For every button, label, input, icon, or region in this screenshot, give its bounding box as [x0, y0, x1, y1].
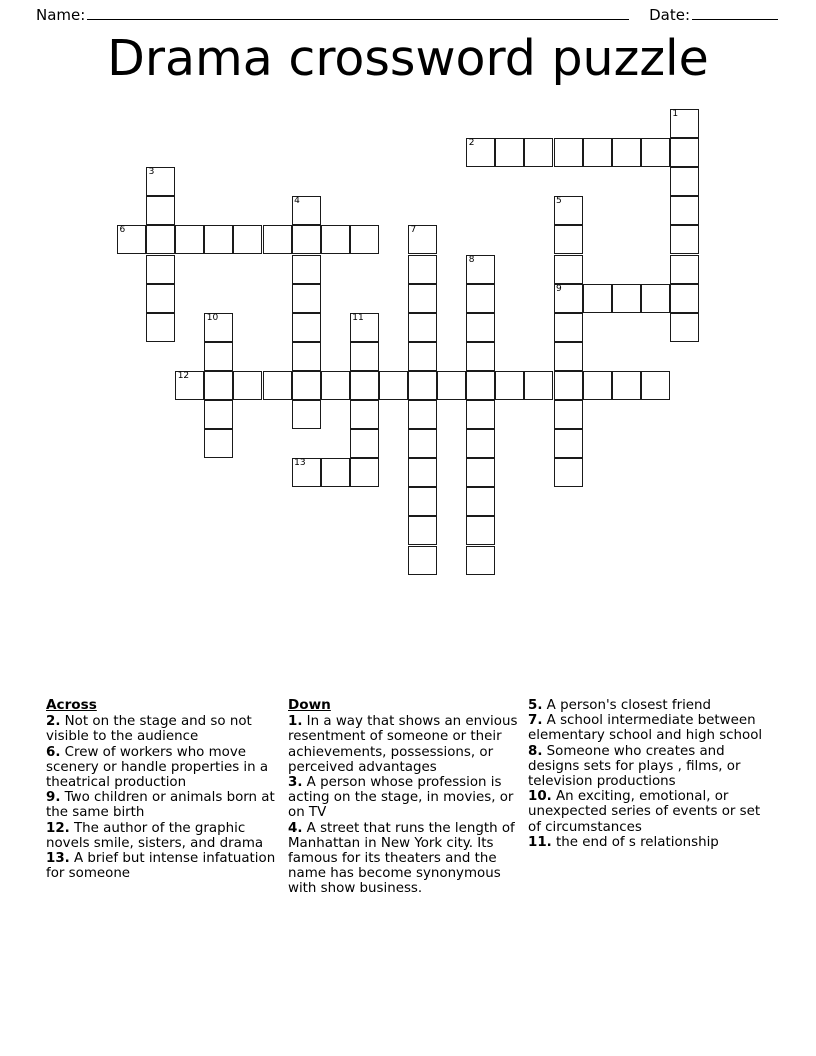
crossword-cell[interactable]: [408, 458, 437, 487]
clue-down-10: [528, 789, 776, 835]
crossword-cell[interactable]: [408, 400, 437, 429]
cell-number-7: 7: [410, 225, 417, 236]
crossword-cell[interactable]: [408, 516, 437, 545]
crossword-cell[interactable]: [524, 138, 553, 167]
crossword-cell[interactable]: [350, 313, 379, 342]
crossword-cell[interactable]: [204, 342, 233, 371]
clue-text: A person's closest friend: [542, 698, 712, 713]
crossword-cell[interactable]: [408, 342, 437, 371]
clue-text: the end of s relationship: [551, 834, 719, 850]
clue-across-9: [46, 790, 280, 820]
crossword-cell[interactable]: [554, 429, 583, 458]
crossword-cell[interactable]: [204, 371, 233, 400]
crossword-cell[interactable]: [670, 109, 699, 138]
crossword-cell[interactable]: [670, 196, 699, 225]
clue-down-5: [528, 698, 776, 713]
crossword-cell[interactable]: [641, 138, 670, 167]
clue-number: 3.: [288, 775, 303, 791]
crossword-cell[interactable]: [292, 284, 321, 313]
down-clue-list-2: [528, 698, 776, 850]
date-write-line[interactable]: [692, 6, 778, 20]
clue-down-4: [288, 821, 520, 897]
crossword-cell[interactable]: [292, 458, 321, 487]
clue-text: Crew of workers who move scenery or handle properties in a theatrical production: [46, 744, 269, 791]
crossword-cell[interactable]: [292, 342, 321, 371]
crossword-cell[interactable]: [408, 371, 437, 400]
crossword-cell[interactable]: [466, 342, 495, 371]
name-write-line[interactable]: [87, 6, 629, 20]
clue-number: 8.: [528, 743, 543, 759]
crossword-cell[interactable]: [146, 167, 175, 196]
crossword-cell[interactable]: [263, 371, 292, 400]
clue-across-13: [46, 851, 280, 881]
crossword-cell[interactable]: [321, 371, 350, 400]
clue-down-1: [288, 714, 520, 775]
clue-down-8: [528, 744, 776, 790]
crossword-cell[interactable]: [670, 167, 699, 196]
crossword-cell[interactable]: [466, 546, 495, 575]
date-label: Date:: [649, 6, 690, 24]
crossword-cell[interactable]: [204, 225, 233, 254]
clue-number: 10.: [528, 789, 552, 805]
crossword-cell[interactable]: [612, 284, 641, 313]
crossword-cell[interactable]: [612, 371, 641, 400]
crossword-cell[interactable]: [350, 400, 379, 429]
crossword-cell[interactable]: [204, 429, 233, 458]
crossword-cell[interactable]: [554, 342, 583, 371]
crossword-cell[interactable]: [292, 255, 321, 284]
clues-down-column-2: [528, 698, 776, 897]
crossword-cell[interactable]: [146, 313, 175, 342]
crossword-cell[interactable]: [466, 371, 495, 400]
crossword-cell[interactable]: [204, 313, 233, 342]
crossword-cell[interactable]: [495, 138, 524, 167]
clues-down-column-1: [288, 698, 528, 897]
cell-number-1: 1: [672, 109, 679, 119]
crossword-cell[interactable]: [554, 400, 583, 429]
crossword-cell[interactable]: [554, 196, 583, 225]
clue-down-3: [288, 775, 520, 821]
crossword-cell[interactable]: [146, 225, 175, 254]
down-heading: Down: [288, 697, 331, 713]
clue-text: An exciting, emotional, or unexpected series of events or set of circumstances: [528, 789, 761, 835]
clue-number: 13.: [46, 851, 70, 867]
crossword-cell[interactable]: [175, 371, 204, 400]
crossword-cell[interactable]: [292, 371, 321, 400]
crossword-cell[interactable]: [321, 458, 350, 487]
clue-text: A person whose profession is acting on the stage, in movies, or on TV: [288, 775, 514, 821]
crossword-cell[interactable]: [554, 371, 583, 400]
crossword-cell[interactable]: [146, 255, 175, 284]
cell-number-11: 11: [352, 312, 364, 323]
crossword-cell[interactable]: [146, 284, 175, 313]
crossword-cell[interactable]: [233, 371, 262, 400]
crossword-cell[interactable]: [554, 225, 583, 254]
crossword-cell[interactable]: [408, 487, 437, 516]
clue-number: 12.: [46, 820, 70, 836]
crossword-cell[interactable]: [379, 371, 408, 400]
crossword-cell[interactable]: [146, 196, 175, 225]
clue-text: Two children or animals born at the same birth: [46, 790, 275, 821]
crossword-cell[interactable]: [292, 400, 321, 429]
crossword-cell[interactable]: [641, 371, 670, 400]
crossword-cell[interactable]: [408, 255, 437, 284]
crossword-cell[interactable]: [466, 429, 495, 458]
cell-number-12: 12: [177, 370, 190, 381]
crossword-cell[interactable]: [670, 284, 699, 313]
crossword-cell[interactable]: [612, 138, 641, 167]
crossword-cell[interactable]: [466, 516, 495, 545]
cell-number-10: 10: [206, 312, 219, 323]
name-date-row: [0, 0, 816, 24]
cell-number-6: 6: [119, 225, 126, 236]
cell-number-4: 4: [294, 196, 300, 207]
name-label: Name:: [36, 6, 86, 24]
crossword-cell[interactable]: [437, 371, 466, 400]
crossword-cell[interactable]: [292, 313, 321, 342]
down-clue-list-1: [288, 714, 520, 896]
crossword-cell[interactable]: [350, 225, 379, 254]
clue-text: A school intermediate between elementary school and high school: [528, 713, 763, 744]
crossword-cell[interactable]: [204, 400, 233, 429]
clue-number: 6.: [46, 744, 61, 760]
clue-text: Someone who creates and designs sets for plays , films, or television productions: [528, 743, 741, 790]
clue-down-11: [528, 835, 776, 850]
crossword-cell[interactable]: [466, 255, 495, 284]
crossword-cell[interactable]: [263, 225, 292, 254]
crossword-cell[interactable]: [408, 429, 437, 458]
cell-number-5: 5: [556, 196, 562, 207]
crossword-cell[interactable]: [233, 225, 262, 254]
crossword-cell[interactable]: [554, 458, 583, 487]
crossword-cell[interactable]: [321, 225, 350, 254]
crossword-cell[interactable]: [466, 284, 495, 313]
cell-number-3: 3: [148, 167, 155, 178]
crossword-cell[interactable]: [466, 458, 495, 487]
crossword-cell[interactable]: [466, 400, 495, 429]
clue-text: Not on the stage and so not visible to the audience: [46, 714, 252, 745]
cell-number-9: 9: [556, 283, 562, 294]
crossword-grid[interactable]: [117, 109, 757, 609]
clue-text: The author of the graphic novels smile, sisters, and drama: [46, 820, 264, 851]
crossword-cell[interactable]: [670, 225, 699, 254]
cell-number-8: 8: [468, 254, 475, 265]
cell-number-2: 2: [468, 138, 475, 149]
clue-text: In a way that shows an envious resentment of someone or their achievements, possessions, or perceived advantages: [288, 714, 518, 775]
crossword-cell[interactable]: [466, 313, 495, 342]
crossword-cell[interactable]: [408, 546, 437, 575]
crossword-cell[interactable]: [350, 342, 379, 371]
clue-down-7: [528, 713, 776, 743]
crossword-cell[interactable]: [670, 313, 699, 342]
clue-number: 5.: [528, 698, 543, 713]
crossword-cell[interactable]: [292, 225, 321, 254]
crossword-cell[interactable]: [408, 225, 437, 254]
cell-number-13: 13: [294, 458, 306, 469]
clue-text: A brief but intense infatuation for someone: [46, 851, 276, 882]
crossword-cell[interactable]: [554, 138, 583, 167]
crossword-cell[interactable]: [466, 487, 495, 516]
clue-number: 9.: [46, 790, 61, 806]
crossword-cell[interactable]: [583, 138, 612, 167]
across-heading: Across: [46, 697, 97, 713]
crossword-cell[interactable]: [554, 313, 583, 342]
across-clue-list: [46, 714, 280, 881]
crossword-cell[interactable]: [408, 284, 437, 313]
crossword-cell[interactable]: [292, 196, 321, 225]
crossword-cell[interactable]: [524, 371, 553, 400]
clue-number: 7.: [528, 713, 543, 729]
clue-number: 1.: [288, 714, 303, 730]
crossword-cell[interactable]: [117, 225, 146, 254]
crossword-cell[interactable]: [583, 371, 612, 400]
crossword-cell[interactable]: [554, 284, 583, 313]
crossword-cell[interactable]: [408, 313, 437, 342]
clue-number: 2.: [46, 714, 61, 730]
clues-across-column: [46, 698, 288, 897]
clue-across-6: [46, 745, 280, 791]
crossword-cell[interactable]: [350, 371, 379, 400]
crossword-cell[interactable]: [554, 255, 583, 284]
crossword-cell[interactable]: [466, 138, 495, 167]
crossword-cell[interactable]: [583, 284, 612, 313]
crossword-cell[interactable]: [350, 429, 379, 458]
crossword-cell[interactable]: [670, 255, 699, 284]
clue-across-2: [46, 714, 280, 744]
crossword-cell[interactable]: [175, 225, 204, 254]
crossword-cell[interactable]: [670, 138, 699, 167]
page-title: Drama crossword puzzle: [107, 30, 709, 87]
crossword-cell[interactable]: [641, 284, 670, 313]
crossword-cell[interactable]: [350, 458, 379, 487]
clues-section: [46, 698, 776, 897]
clue-across-12: [46, 821, 280, 851]
clue-number: 11.: [528, 834, 552, 850]
crossword-cell[interactable]: [495, 371, 524, 400]
clue-text: A street that runs the length of Manhattan in New York city. Its famous for its theaters and the name has become synonymous with show business.: [288, 820, 515, 897]
clue-number: 4.: [288, 820, 303, 836]
